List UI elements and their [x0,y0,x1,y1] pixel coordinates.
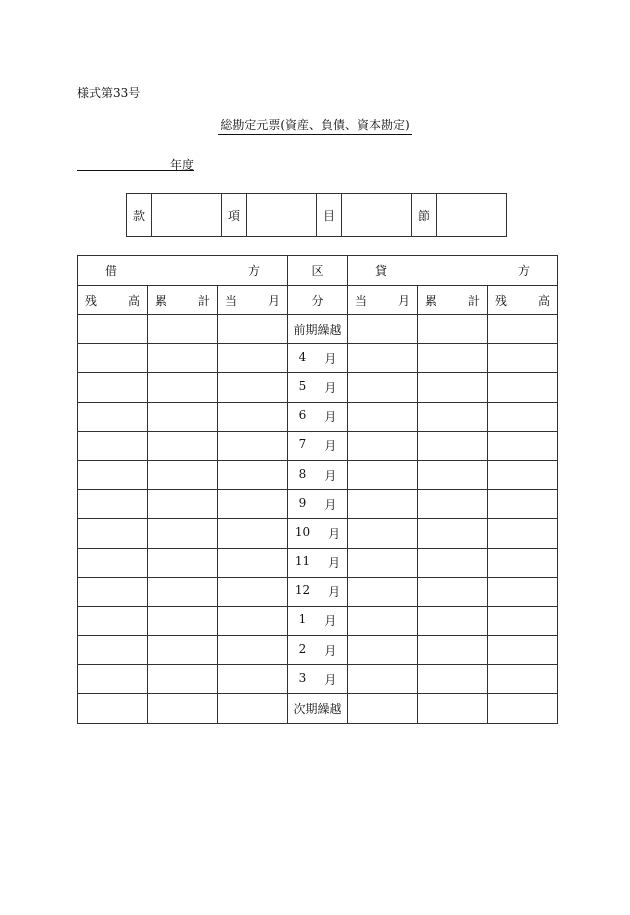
debit-cumulative-header-left: 累 [155,293,168,308]
month-number: 9 [298,495,307,510]
month-label [288,671,347,688]
division-cell [288,402,348,431]
ledger-row [78,577,558,606]
credit-entry-cell [418,373,488,402]
debit-entry-cell [78,315,148,344]
credit-balance-header [488,286,558,315]
credit-entry-cell [418,460,488,489]
credit-entry-cell [348,665,418,694]
credit-entry-cell [488,548,558,577]
division-cell [288,694,348,723]
credit-entry-cell [488,373,558,402]
credit-entry-cell [418,636,488,665]
debit-entry-cell [78,519,148,548]
form-number: 様式第33号 [77,86,141,100]
code-label-kan: 款 [127,194,152,237]
month-suffix: 月 [328,556,341,571]
credit-entry-cell [348,636,418,665]
month-suffix: 月 [324,380,337,395]
credit-entry-cell [348,315,418,344]
debit-entry-cell [78,431,148,460]
month-number: 12 [294,583,311,598]
credit-entry-cell [418,548,488,577]
page-title [0,116,630,135]
debit-month-header [218,286,288,315]
ledger-row [78,460,558,489]
ledger-row [78,373,558,402]
debit-entry-cell [148,315,218,344]
debit-entry-cell [148,636,218,665]
division-cell [288,460,348,489]
credit-entry-cell [418,402,488,431]
code-value-kan [152,194,222,237]
ledger-row [78,636,558,665]
division-cell [288,490,348,519]
division-label: 次期繰越 [293,702,342,717]
credit-entry-cell [488,344,558,373]
debit-entry-cell [218,460,288,489]
credit-cumulative-header [418,286,488,315]
month-suffix: 月 [324,439,337,454]
debit-header-left: 借 [105,264,118,278]
month-label [288,467,347,484]
credit-entry-cell [488,431,558,460]
credit-month-header-right: 月 [397,293,410,308]
month-suffix: 月 [324,614,337,629]
account-code-table [126,193,507,237]
month-label [288,642,347,659]
debit-entry-cell [218,694,288,723]
month-label [288,612,347,629]
division-cell [288,665,348,694]
credit-entry-cell [488,460,558,489]
debit-entry-cell [148,344,218,373]
debit-entry-cell [78,606,148,635]
debit-entry-cell [148,606,218,635]
credit-entry-cell [488,694,558,723]
ledger-row [78,315,558,344]
debit-header-right: 方 [247,264,260,278]
ledger-row [78,606,558,635]
debit-entry-cell [78,373,148,402]
credit-entry-cell [488,606,558,635]
month-label [288,554,347,571]
debit-header [78,256,288,286]
month-number: 4 [298,349,307,364]
fiscal-year-label: 年度 [169,158,194,172]
credit-entry-cell [348,490,418,519]
division-cell [288,636,348,665]
debit-entry-cell [148,460,218,489]
debit-cumulative-header-right: 計 [197,293,210,308]
credit-entry-cell [418,694,488,723]
debit-entry-cell [218,490,288,519]
debit-entry-cell [218,344,288,373]
credit-entry-cell [488,490,558,519]
code-value-kou [247,194,317,237]
debit-entry-cell [148,402,218,431]
credit-entry-cell [488,402,558,431]
code-value-setsu [437,194,507,237]
debit-cumulative-header [148,286,218,315]
credit-entry-cell [488,519,558,548]
debit-entry-cell [218,636,288,665]
credit-entry-cell [418,431,488,460]
division-header: 区 [288,256,348,286]
ledger-row [78,402,558,431]
credit-header [348,256,558,286]
credit-entry-cell [348,344,418,373]
month-suffix: 月 [328,526,341,541]
credit-entry-cell [418,577,488,606]
debit-entry-cell [78,577,148,606]
credit-entry-cell [348,431,418,460]
month-suffix: 月 [324,672,337,687]
credit-entry-cell [348,577,418,606]
credit-entry-cell [418,665,488,694]
ledger-row [78,694,558,723]
credit-entry-cell [348,460,418,489]
debit-entry-cell [218,548,288,577]
month-number: 7 [298,437,307,452]
debit-entry-cell [218,665,288,694]
division-cell [288,577,348,606]
month-suffix: 月 [324,468,337,483]
month-suffix: 月 [324,497,337,512]
division-cell [288,431,348,460]
debit-entry-cell [148,431,218,460]
credit-entry-cell [348,548,418,577]
debit-balance-header-right: 高 [127,293,140,308]
month-label [288,350,347,367]
month-label [288,583,347,600]
month-number: 5 [298,378,307,393]
month-suffix: 月 [324,643,337,658]
month-number: 8 [298,466,307,481]
month-number: 1 [298,612,307,627]
month-label [288,525,347,542]
month-suffix: 月 [324,351,337,366]
page-title-text: 総勘定元票(資産、負債、資本勘定) [218,116,411,135]
debit-entry-cell [148,665,218,694]
ledger-row [78,519,558,548]
month-number: 10 [294,524,311,539]
month-number: 11 [294,554,311,569]
debit-entry-cell [148,577,218,606]
debit-entry-cell [78,490,148,519]
debit-balance-header-left: 残 [85,293,98,308]
division-cell [288,315,348,344]
credit-entry-cell [488,315,558,344]
ledger-row [78,490,558,519]
ledger-row [78,431,558,460]
debit-entry-cell [78,665,148,694]
ledger-subheader-row [78,286,558,315]
credit-month-header-left: 当 [355,293,368,308]
division-cell [288,548,348,577]
credit-entry-cell [418,344,488,373]
division-subheader: 分 [288,286,348,315]
month-suffix: 月 [328,585,341,600]
credit-entry-cell [418,606,488,635]
division-cell [288,344,348,373]
ledger-row [78,665,558,694]
ledger-header-row [78,256,558,286]
debit-entry-cell [218,402,288,431]
credit-balance-header-right: 高 [537,293,550,308]
debit-entry-cell [148,694,218,723]
credit-entry-cell [418,490,488,519]
credit-entry-cell [418,519,488,548]
credit-header-left: 貸 [375,264,388,278]
debit-entry-cell [148,548,218,577]
division-cell [288,519,348,548]
debit-month-header-right: 月 [267,293,280,308]
month-number: 2 [298,641,307,656]
ledger-row [78,548,558,577]
debit-entry-cell [218,431,288,460]
debit-entry-cell [218,606,288,635]
month-label [288,496,347,513]
code-label-setsu: 節 [412,194,437,237]
debit-entry-cell [78,694,148,723]
credit-month-header [348,286,418,315]
debit-balance-header [78,286,148,315]
division-label: 前期繰越 [293,322,342,337]
credit-entry-cell [348,694,418,723]
month-label [288,437,347,454]
credit-header-right: 方 [517,264,530,278]
month-label [288,379,347,396]
debit-entry-cell [78,460,148,489]
code-label-kou: 項 [222,194,247,237]
code-label-moku: 目 [317,194,342,237]
debit-entry-cell [78,344,148,373]
credit-entry-cell [418,315,488,344]
ledger-body [78,315,558,724]
debit-entry-cell [218,519,288,548]
fiscal-year-field [77,156,194,171]
debit-entry-cell [218,315,288,344]
credit-entry-cell [348,402,418,431]
credit-balance-header-left: 残 [495,293,508,308]
credit-entry-cell [488,665,558,694]
debit-entry-cell [218,577,288,606]
credit-entry-cell [348,519,418,548]
credit-entry-cell [488,577,558,606]
division-cell [288,606,348,635]
month-label [288,408,347,425]
division-cell [288,373,348,402]
credit-cumulative-header-right: 計 [467,293,480,308]
debit-entry-cell [148,490,218,519]
credit-cumulative-header-left: 累 [425,293,438,308]
debit-month-header-left: 当 [225,293,238,308]
code-value-moku [342,194,412,237]
month-number: 6 [298,408,307,423]
ledger-row [78,344,558,373]
credit-entry-cell [488,636,558,665]
credit-entry-cell [348,606,418,635]
debit-entry-cell [78,636,148,665]
month-number: 3 [298,670,307,685]
debit-entry-cell [148,519,218,548]
debit-entry-cell [218,373,288,402]
ledger-table [77,255,558,724]
debit-entry-cell [78,402,148,431]
credit-entry-cell [348,373,418,402]
month-suffix: 月 [324,410,337,425]
debit-entry-cell [78,548,148,577]
debit-entry-cell [148,373,218,402]
